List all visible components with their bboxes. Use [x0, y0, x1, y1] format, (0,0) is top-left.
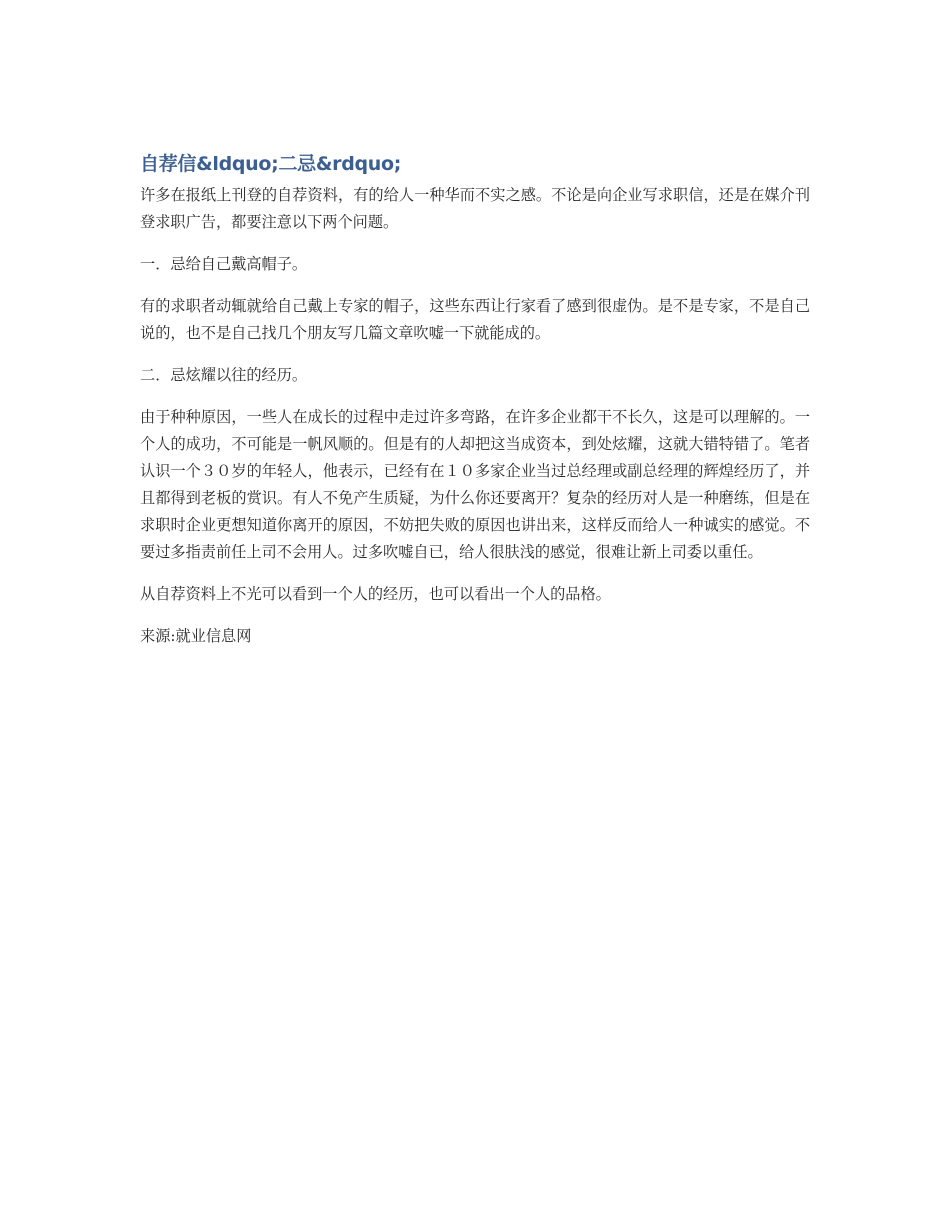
source-line: 来源:就业信息网: [140, 627, 252, 645]
section-body-1: 有的求职者动辄就给自己戴上专家的帽子，这些东西让行家看了感到很虚伪。是不是专家，不是自己说的，也不是自己找几个朋友写几篇文章吹嘘一下就能成的。: [140, 297, 810, 342]
conclusion-paragraph: 从自荐资料上不光可以看到一个人的经历，也可以看出一个人的品格。: [140, 585, 611, 603]
document-title: 自荐信&ldquo;二忌&rdquo;: [140, 153, 402, 175]
section-heading-1: 一．忌给自己戴高帽子。: [140, 255, 308, 273]
intro-paragraph: 许多在报纸上刊登的自荐资料，有的给人一种华而不实之感。不论是向企业写求职信，还是在媒介刊登求职广告，都要注意以下两个问题。: [140, 186, 810, 231]
section-heading-2: 二．忌炫耀以往的经历。: [140, 366, 308, 384]
section-body-2: 由于种种原因，一些人在成长的过程中走过许多弯路，在许多企业都干不长久，这是可以理解的。一个人的成功，不可能是一帆风顺的。但是有的人却把这当成资本，到处炫耀，这就大错特错了。笔者认识一个３０岁的年轻人，他表示，已经有在１０多家企业当过总经理或副总经理的辉煌经历了，并且都得到老板的赏识。有人不免产生质疑，为什么你还要离开？复杂的经历对人是一种磨练，但是在求职时企业更想知道你离开的原因，不妨把失败的原因也讲出来，这样反而给人一种诚实的感觉。不要过多指责前任上司不会用人。过多吹嘘自已，给人很肤浅的感觉，很难让新上司委以重任。: [140, 408, 810, 561]
document-page: [140, 150, 810, 665]
